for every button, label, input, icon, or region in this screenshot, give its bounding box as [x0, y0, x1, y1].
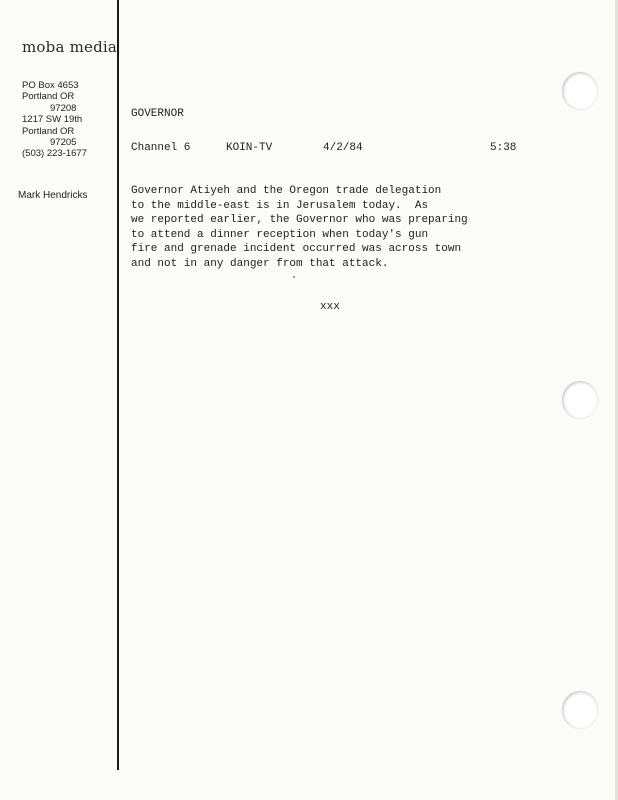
punch-hole	[562, 72, 598, 110]
end-mark: xxx	[320, 301, 340, 313]
channel-label: Channel 6	[131, 142, 191, 154]
address-line: 97208	[50, 102, 77, 114]
address-line: Portland OR	[22, 125, 75, 137]
story-line: and not in any danger from that attack.	[131, 257, 389, 270]
story-title: GOVERNOR	[131, 108, 184, 120]
story-body	[131, 184, 551, 272]
address-line: Portland OR	[22, 91, 75, 103]
punch-hole	[562, 381, 598, 419]
story-line: we reported earlier, the Governor who was preparing	[131, 214, 468, 227]
address-line: 1217 SW 19th	[22, 114, 83, 126]
story-line: Governor Atiyeh and the Oregon trade delegation	[131, 185, 442, 197]
letterhead-brand: moba media	[22, 38, 118, 56]
story-line: to the middle-east is in Jerusalem today. As	[131, 199, 429, 212]
story-date: 4/2/84	[323, 142, 363, 154]
letterhead-address	[22, 80, 114, 160]
margin-rule	[117, 0, 119, 770]
address-line: (503) 223-1677	[22, 148, 87, 160]
address-line: PO Box 4653	[22, 80, 79, 91]
station-label: KOIN-TV	[226, 142, 273, 154]
paper-speck	[293, 276, 295, 278]
address-line: 97205	[50, 137, 77, 149]
story-time: 5:38	[490, 142, 517, 154]
story-line: to attend a dinner reception when today's gun	[131, 228, 429, 241]
story-line: fire and grenade incident occurred was across town	[131, 243, 462, 256]
reporter-name: Mark Hendricks	[18, 190, 88, 201]
punch-hole	[562, 691, 598, 729]
